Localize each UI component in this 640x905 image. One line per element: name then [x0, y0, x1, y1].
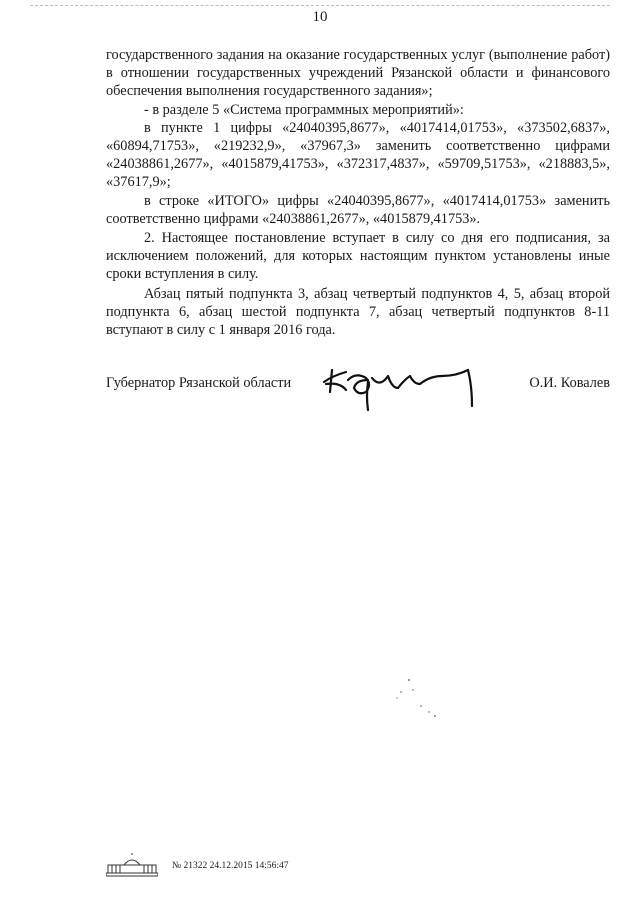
paragraph-clause-2: 2. Настоящее постановление вступает в силу со дня его подписания, за исключением положений, для которых настоящим пунктом установлены иные сроки вступления в силу. [106, 230, 610, 283]
paragraph-total-row: в строке «ИТОГО» цифры «24040395,8677», «4017414,01753» заменить соответственно цифрами «24038861,2677», «4015879,41753». [106, 192, 610, 227]
scan-specks-icon [395, 676, 455, 726]
signer-name: О.И. Ковалев [529, 375, 610, 391]
handwritten-signature-icon [322, 362, 490, 414]
paragraph-effective-date: Абзац пятый подпункта 3, абзац четвертый подпунктов 4, 5, абзац второй подпункта 6, абзац шестой подпункта 7, абзац четвертый подпунктов 8-11 вступают в силу с 1 января 2016 года. [106, 285, 610, 339]
registration-footer [106, 853, 406, 879]
building-logo-icon [106, 853, 158, 877]
paragraph-point-1: в пункте 1 цифры «24040395,8677», «4017414,01753», «373502,6837», «60894,71753», «219232,9», «37967,3» заменить соответственно цифрами «24038861,2677», «4015879,41753», «372317,4837», «59709,51753», «218883,5», «37617,9»; [106, 119, 610, 191]
document-body [106, 46, 610, 339]
paragraph-section-5: - в разделе 5 «Система программных мероприятий»: [144, 101, 464, 118]
registration-stamp: № 21322 24.12.2015 14:56:47 [172, 861, 289, 871]
signer-title: Губернатор Рязанской области [106, 375, 292, 391]
page-number: 10 [312, 9, 328, 25]
paragraph-continuation: государственного задания на оказание государственных услуг (выполнение работ) в отношении государственных учреждений Рязанской области и финансового обеспечения выполнения государственного задания»; [106, 47, 610, 100]
